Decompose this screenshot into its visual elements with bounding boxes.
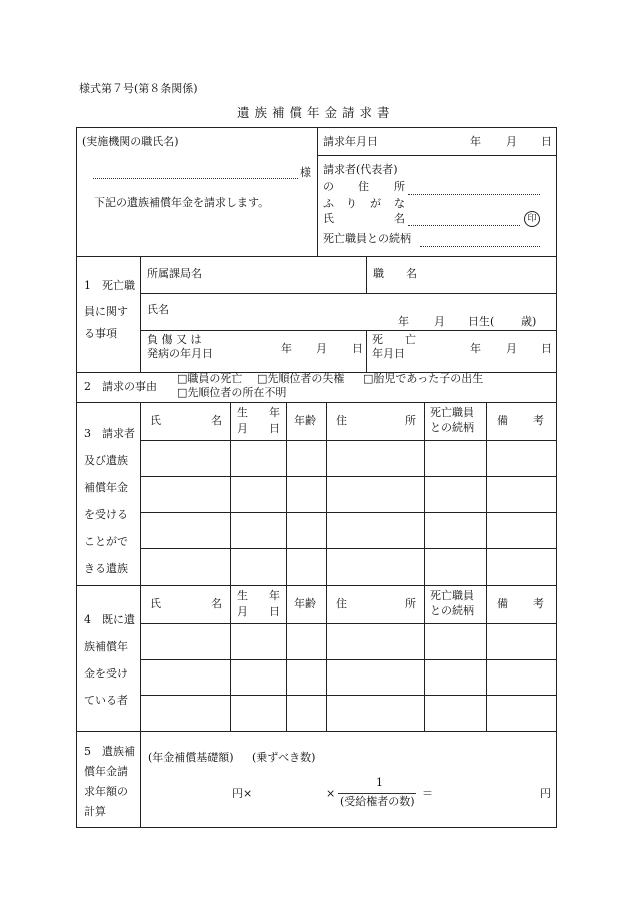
sec4-label-2: 族補償年 — [84, 640, 128, 653]
sec3-label-3: 補償年金 — [84, 481, 128, 494]
injury-day-label: 日 — [352, 342, 363, 355]
sec4-label-4: ている者 — [84, 694, 128, 707]
s4-table-row[interactable] — [141, 696, 555, 730]
fraction-denominator: (受給権者の数) — [340, 795, 415, 808]
claimant-name-field[interactable] — [408, 225, 520, 226]
s4-header-birth-3: 月 — [237, 605, 248, 618]
address-label-3: 所 — [394, 180, 405, 193]
sec5-label-1: 5 遺族補 — [84, 745, 135, 758]
s3-header-address-1: 住 — [336, 414, 347, 427]
post-label: 職 名 — [373, 267, 417, 280]
request-month-label: 月 — [506, 135, 517, 148]
claimant-address-field[interactable] — [408, 194, 540, 195]
sec3-label-1: 3 請求者 — [84, 427, 135, 440]
multiplier-field[interactable] — [262, 782, 322, 802]
death-label-2: 年月日 — [372, 347, 405, 360]
sec5-label-4: 計算 — [84, 805, 106, 818]
post-field[interactable] — [367, 257, 555, 292]
s3-header-age: 年齢 — [294, 414, 316, 427]
sama-label: 様 — [300, 166, 311, 179]
furigana-label-2: り — [346, 197, 357, 210]
request-date-label: 請求年月日 — [323, 135, 378, 148]
birth-month-label: 月 — [434, 315, 445, 328]
s4-header-remarks-1: 備 — [497, 597, 508, 610]
sec4-label-1: 4 既に遺 — [84, 613, 135, 626]
injury-month-label: 月 — [316, 342, 327, 355]
s3-header-relation-1: 死亡職員 — [430, 406, 474, 419]
base-amount-field[interactable] — [148, 782, 228, 802]
s4-header-age: 年齢 — [294, 597, 316, 610]
s4-table-row[interactable] — [141, 624, 555, 658]
birth-year-label: 年 — [398, 315, 409, 328]
s3-header-name-1: 氏 — [150, 414, 161, 427]
relation-label: 死亡職員との続柄 — [323, 232, 411, 245]
sec5-label-2: 償年金請 — [84, 765, 128, 778]
request-year-label: 年 — [470, 135, 481, 148]
sec3-label-6: きる遺族 — [84, 562, 128, 575]
s3-header-birth-1: 生 — [237, 406, 248, 419]
s4-header-address-1: 住 — [336, 597, 347, 610]
s4-header-name-2: 名 — [211, 597, 222, 610]
s3-header-remarks-2: 考 — [533, 414, 544, 427]
s4-header-name-1: 氏 — [150, 597, 161, 610]
s3-header-birth-2: 年 — [269, 406, 280, 419]
address-label-1: の — [323, 180, 334, 193]
sec3-label-5: ことがで — [84, 535, 128, 548]
yen-times-label: 円× — [232, 787, 253, 800]
reason-checkbox-forfeit[interactable]: □先順位者の失権 — [257, 372, 345, 385]
s3-header-birth-4: 日 — [269, 422, 280, 435]
injury-label-1: 負 傷 又 は — [147, 333, 202, 346]
s3-header-birth-3: 月 — [237, 422, 248, 435]
s3-header-address-2: 所 — [405, 414, 416, 427]
reason-checkbox-death[interactable]: □職員の死亡 — [177, 372, 243, 385]
s3-table-row[interactable] — [141, 477, 555, 511]
fraction-bar — [338, 793, 416, 794]
dept-label: 所属課局名 — [147, 267, 202, 280]
s3-table-row[interactable] — [141, 549, 555, 584]
s4-header-remarks-2: 考 — [533, 597, 544, 610]
sec3-label-4: を受ける — [84, 508, 128, 521]
death-day-label: 日 — [541, 342, 552, 355]
dept-field[interactable] — [141, 257, 365, 292]
address-label-2: 住 — [358, 180, 369, 193]
furigana-label-3: が — [370, 197, 381, 210]
furigana-label-4: な — [394, 197, 405, 210]
claimant-label: 請求者(代表者) — [323, 163, 398, 176]
name-label-2: 名 — [394, 212, 405, 225]
form-number-label: 様式第７号(第８条関係) — [79, 82, 198, 95]
s3-header-relation-2: との続柄 — [430, 421, 474, 434]
s4-header-address-2: 所 — [405, 597, 416, 610]
seal-mark: 印 — [524, 211, 540, 227]
s4-header-relation-2: との続柄 — [430, 604, 474, 617]
death-year-label: 年 — [470, 342, 481, 355]
s4-header-birth-1: 生 — [237, 589, 248, 602]
death-month-label: 月 — [506, 342, 517, 355]
injury-year-label: 年 — [281, 342, 292, 355]
equals-label: ＝ — [422, 787, 433, 800]
death-label-1: 死 亡 — [372, 333, 416, 346]
sec3-label-2: 及び遺族 — [84, 454, 128, 467]
sec1-label-2: 員に関す — [84, 305, 128, 318]
s3-table-row[interactable] — [141, 513, 555, 547]
reason-checkbox-missing[interactable]: □先順位者の所在不明 — [177, 386, 287, 399]
agency-label: (実施機関の職氏名) — [82, 135, 179, 148]
relation-field[interactable] — [420, 246, 540, 247]
s4-header-birth-4: 日 — [269, 605, 280, 618]
fraction-numerator: 1 — [376, 776, 383, 789]
times-label: × — [326, 787, 336, 800]
multiplier-label: (乗ずべき数) — [252, 751, 316, 764]
furigana-label-1: ふ — [323, 197, 334, 210]
injury-label-2: 発病の年月日 — [147, 347, 213, 360]
deceased-name-field[interactable] — [141, 294, 391, 329]
sec2-label: 2 請求の事由 — [84, 380, 157, 393]
request-sentence: 下記の遺族補償年金を請求します。 — [94, 196, 270, 209]
s4-header-relation-1: 死亡職員 — [430, 589, 474, 602]
result-yen-label: 円 — [540, 787, 551, 800]
s4-table-row[interactable] — [141, 660, 555, 694]
request-day-label: 日 — [541, 135, 552, 148]
form-title: 遺族補償年金請求書 — [237, 105, 395, 120]
sec4-label-3: 金を受け — [84, 667, 128, 680]
s3-header-name-2: 名 — [211, 414, 222, 427]
base-amount-label: (年金補償基礎額) — [148, 751, 234, 764]
deceased-name-label: 氏名 — [147, 303, 169, 316]
annual-amount-field[interactable] — [440, 782, 536, 802]
reason-checkbox-birth[interactable]: □胎児であった子の出生 — [363, 372, 484, 385]
sec1-label-1: 1 死亡職 — [84, 279, 135, 292]
agency-name-field[interactable] — [93, 178, 298, 179]
name-label-1: 氏 — [323, 212, 334, 225]
s3-table-row[interactable] — [141, 441, 555, 475]
sec5-label-3: 求年額の — [84, 785, 128, 798]
age-label: 歳) — [521, 315, 537, 328]
birth-day-label: 日生( — [468, 315, 495, 328]
sec1-label-3: る事項 — [84, 327, 117, 340]
s4-header-birth-2: 年 — [269, 589, 280, 602]
s3-header-remarks-1: 備 — [497, 414, 508, 427]
